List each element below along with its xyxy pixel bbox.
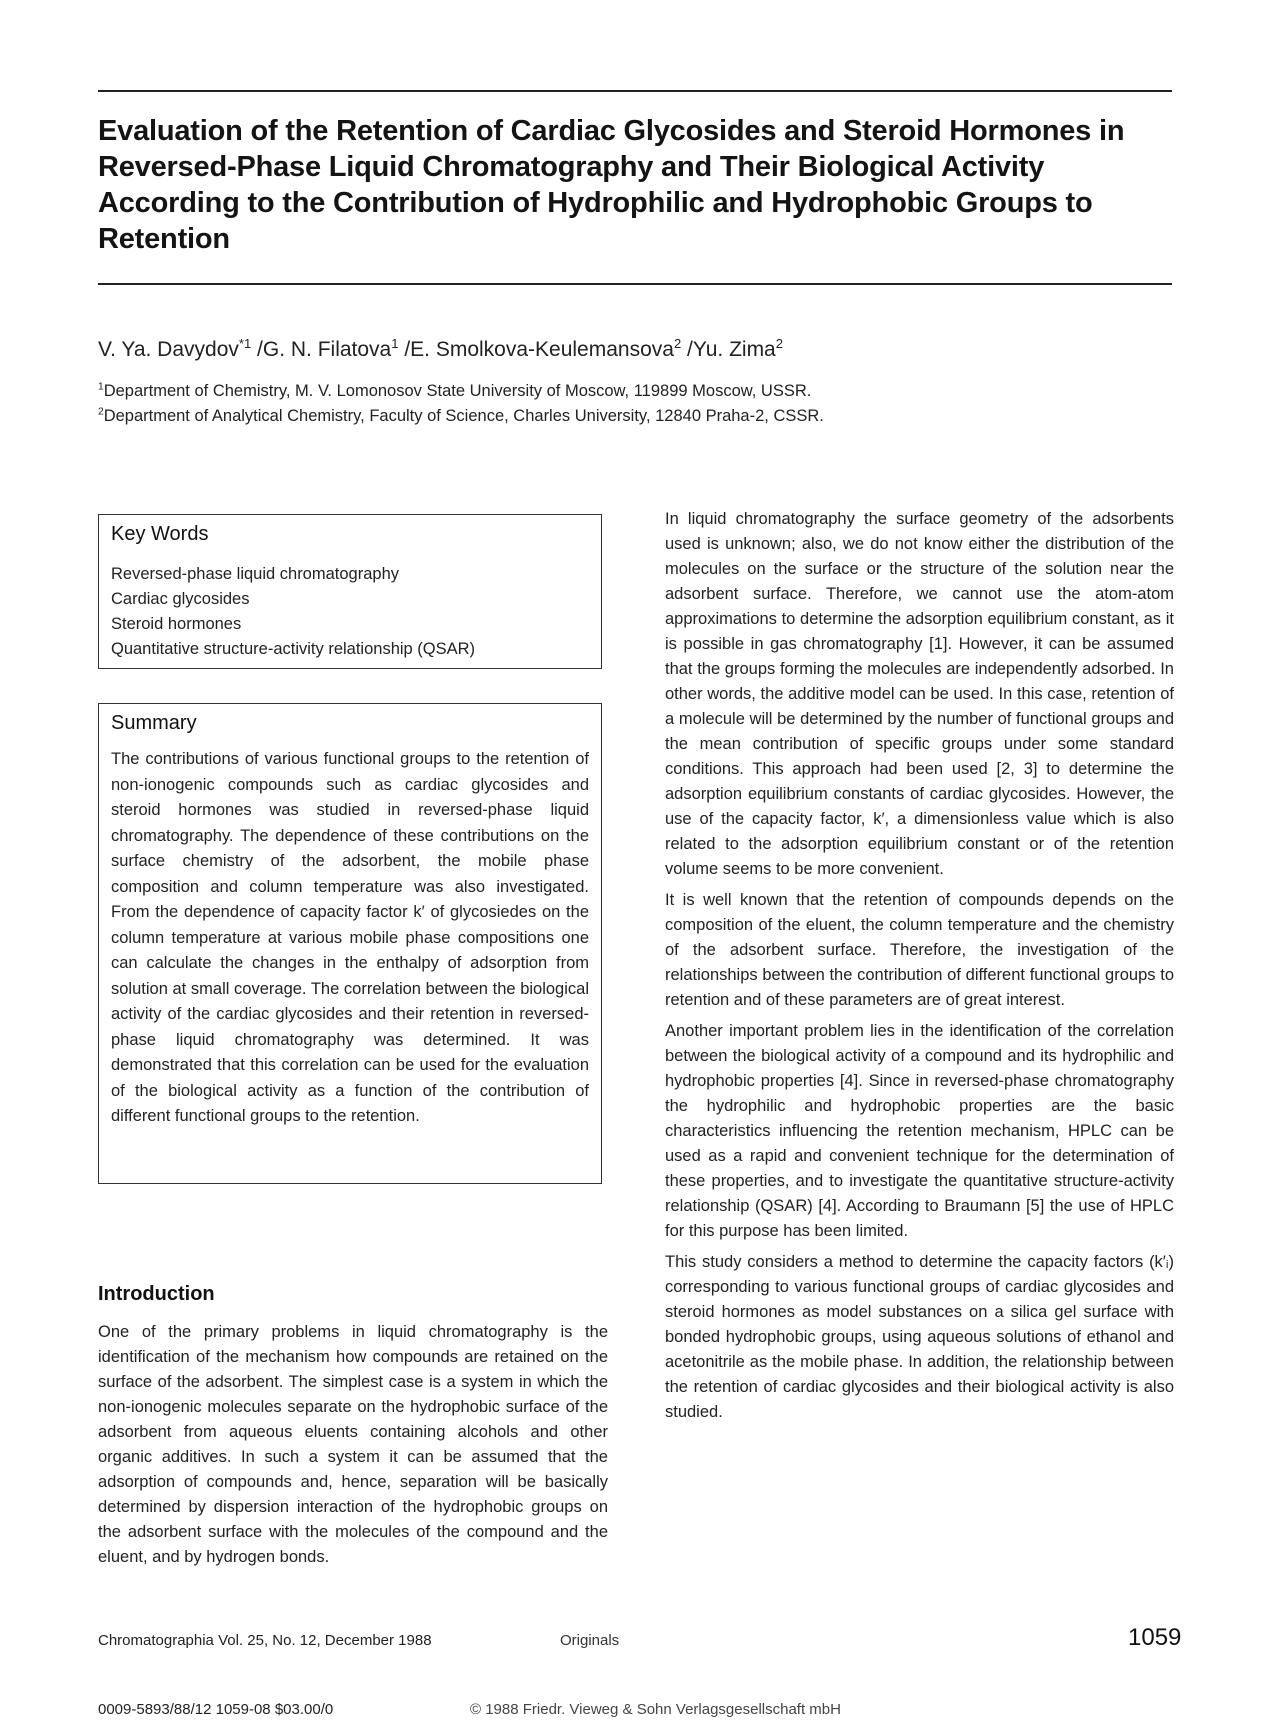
keyword-item: Quantitative structure-activity relationship (QSAR): [111, 640, 476, 658]
summary-text: The contributions of various functional groups to the retention of non-ionogenic compounds such as cardiac glycosides and steroid hormones was studied in reversed-phase liquid chromatography. The dependence of these contributions on the surface chemistry of the adsorbent, the mobile phase composition and column temperature was also investigated. From the dependence of capacity factor k′ of glycosiedes on the column temperature at various mobile phase compositions one can calculate the changes in the enthalpy of adsorption from solution at small coverage. The correlation between the biological activity of the cardiac glycosides and their retention in reversed-phase liquid chromatography was determined. It was demonstrated that this correlation can be used for the evaluation of the biological activity as a function of the contribution of different functional groups to the retention.: [111, 750, 589, 1125]
intro-paragraph: One of the primary problems in liquid chromatography is the identification of the mechanism how compounds are retained on the surface of the adsorbent. The simplest case is a system in which the non-ionogenic molecules separate on the hydrophobic surface of the adsorbent from aqueous eluents containing alcohols and other organic additives. In such a system it can be assumed that the adsorption of compounds and, hence, separation will be basically determined by dispersion interaction of the hydrophobic groups on the adsorbent surface with the molecules of the compound and the eluent, and by hydrogen bonds.: [98, 1323, 608, 1566]
author-mark: 1: [391, 336, 399, 351]
author-list: V. Ya. Davydov$^{*1}$ /G. N. Filatova$^1$ /E. Smolkova-Keulemansova$^2$ /Yu. Zima$^2$: [98, 336, 783, 361]
keyword-item: Reversed-phase liquid chromatography: [111, 565, 399, 583]
affiliation-mark: 2: [98, 406, 104, 418]
keyword-item: Steroid hormones: [111, 615, 242, 633]
author-mark: 2: [673, 336, 682, 351]
keyword-item: Cardiac glycosides: [111, 590, 250, 608]
affiliation-text: Department of Analytical Chemistry, Faculty of Science, Charles University, 12840 Praha-2, CSSR.: [103, 407, 824, 425]
affiliation-text: Department of Chemistry, M. V. Lomonosov State University of Moscow, 119899 Moscow, USSR.: [103, 382, 812, 400]
body-paragraph: In liquid chromatography the surface geometry of the adsorbents used is unknown; also, we do not know either the distribution of the molecules on the surface or the structure of the solution near the adsorbent surface. Therefore, we cannot use the atom-atom approximations to determine the adsorption equilibrium constant, as it is possible in gas chromatography [1]. However, it can be assumed that the groups forming the molecules are independently adsorbed. In other words, the additive model can be used. In this case, retention of a molecule will be determined by the number of functional groups and the mean contribution of specific groups under some standard conditions. This approach had been used [2, 3] to determine the adsorption equilibrium constants of cardiac glycosides. However, the use of the capacity factor, k′, a dimensionless value which is also related to the adsorption equilibrium constant or of the retention volume seems to be more convenient.: [665, 510, 1174, 878]
author-mark: *1: [238, 336, 252, 351]
copyright-notice: © 1988 Friedr. Vieweg & Sohn Verlagsgesellschaft mbH: [470, 1701, 841, 1718]
keywords-box: [98, 514, 602, 669]
section-label: Originals: [560, 1632, 620, 1649]
author-name: V. Ya. Davydov: [98, 338, 239, 361]
affiliation-2: [98, 407, 824, 426]
page-number: 1059: [1128, 1624, 1182, 1651]
summary-heading: Summary: [111, 712, 197, 734]
journal-citation: Chromatographia Vol. 25, No. 12, December 1988: [98, 1632, 432, 1649]
body-paragraph: Another important problem lies in the identification of the correlation between the biological activity of a compound and its hydrophilic and hydrophobic properties [4]. Since in reversed-phase chromatography the hydrophilic and hydrophobic properties are the basic characteristics influencing the retention mechanism, HPLC can be used as a rapid and convenient technique for the determination of these properties, and to investigate the quantitative structure-activity relationship (QSAR) [4]. According to Braumann [5] the use of HPLC for this purpose has been limited.: [665, 1022, 1174, 1240]
affiliation-1: [98, 382, 811, 401]
affiliation-mark: 1: [98, 381, 104, 393]
author-name: G. N. Filatova: [262, 338, 392, 361]
keywords-heading: Key Words: [111, 523, 209, 545]
article-code: 0009-5893/88/12 1059-08 $03.00/0: [98, 1701, 334, 1718]
body-paragraph: It is well known that the retention of compounds depends on the composition of the eluent, the column temperature and the chemistry of the adsorbent surface. Therefore, the investigation of the relationships between the contribution of different functional groups to retention and of these parameters are of great interest.: [665, 891, 1174, 1009]
paper-title: Evaluation of the Retention of Cardiac Glycosides and Steroid Hormones in Reversed-Phase Liquid Chromatography and Their Biological Activity According to the Contribution of Hydrophilic and Hydrophobic Groups to Retention: [98, 115, 1125, 255]
author-name: E. Smolkova-Keulemansova: [410, 338, 674, 361]
body-paragraph: This study considers a method to determine the capacity factors (k′ᵢ) corresponding to various functional groups of cardiac glycosides and steroid hormones as model substances on a silica gel surface with bonded hydrophobic groups, using aqueous solutions of ethanol and acetonitrile as the mobile phase. In addition, the relationship between the retention of cardiac glycosides and their biological activity is also studied.: [665, 1253, 1174, 1421]
right-column: [665, 507, 1174, 1431]
author-name: Yu. Zima: [692, 338, 776, 361]
left-column: [98, 1320, 608, 1576]
author-mark: 2: [775, 336, 783, 351]
summary-box: [98, 703, 602, 1184]
top-rule: [98, 90, 1172, 92]
title-bottom-rule: [98, 283, 1172, 285]
keywords-list: [111, 562, 589, 662]
introduction-heading: Introduction: [98, 1283, 215, 1305]
